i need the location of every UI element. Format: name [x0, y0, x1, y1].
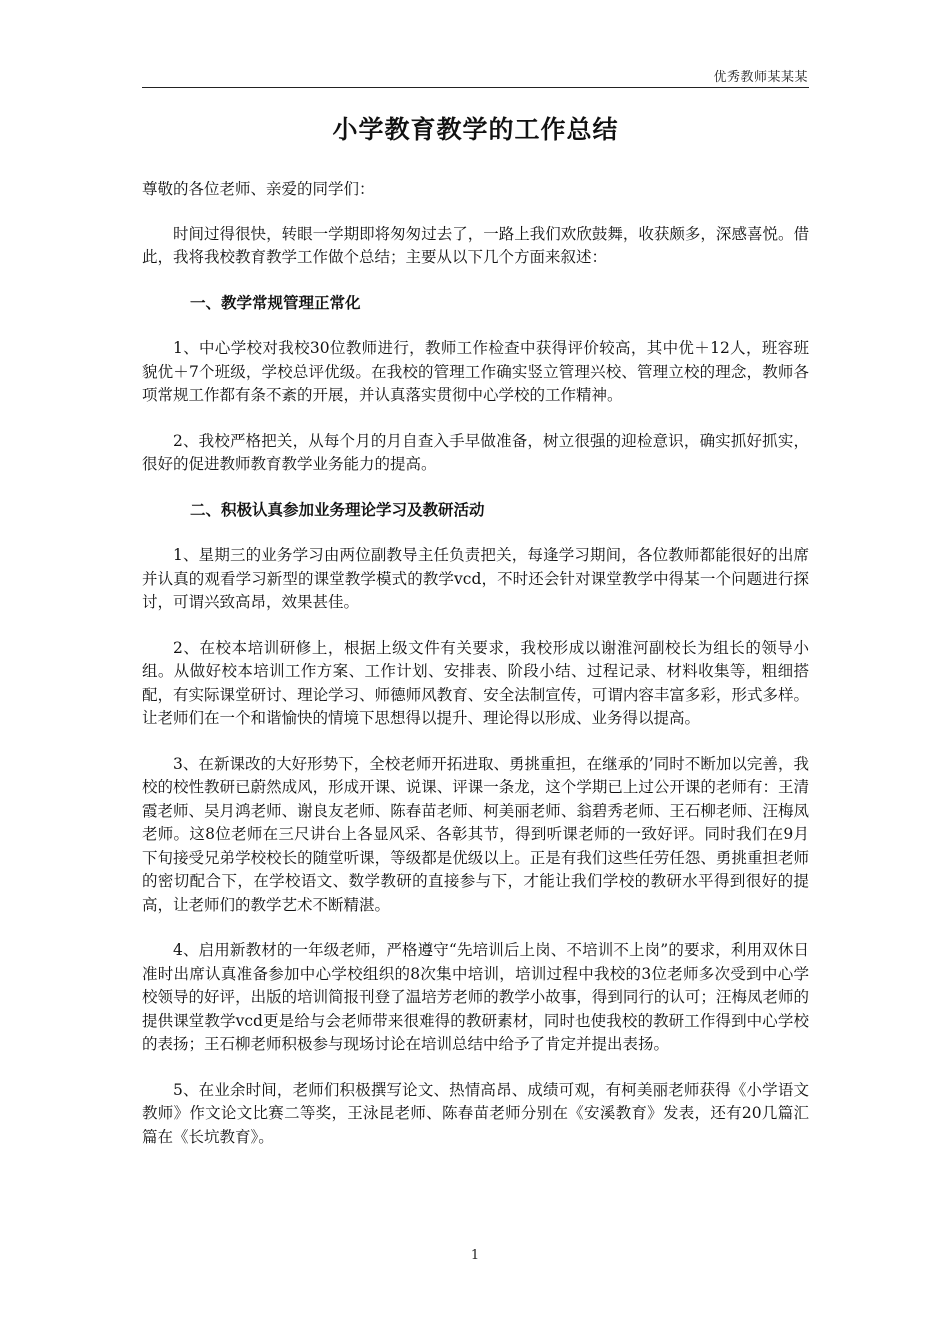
document-title: 小学教育教学的工作总结 [332, 115, 619, 144]
section-2-paragraph-3: 3、在新课改的大好形势下，全校老师开拓进取、勇挑重担，在继承的’同时不断加以完善，我校的校性教研已蔚然成风，形成开课、说课、评课一条龙，这个学期已上过公开课的老师有：王清霞老师、吴月鸿老师、谢良友老师、陈春苗老师、柯美丽老师、翁碧秀老师、王石柳老师、汪梅凤老师。这8位老师在三尺讲台上各显风采、各彰其节，得到听课老师的一致好评。同时我们在9月下旬接受兄弟学校校长的随堂听课，等级都是优级以上。正是有我们这些任劳任怨、勇挑重担老师的密切配合下，在学校语文、数学教研的直接参与下，才能让我们学校的教研水平得到很好的提高，让老师们的教学艺术不断精湛。 [142, 754, 809, 914]
section-1-paragraph-2: 2、我校严格把关，从每个月的月自查入手早做准备，树立很强的迎检意识，确实抓好抓实，很好的促进教师教育教学业务能力的提高。 [142, 431, 809, 473]
section-2-paragraph-4: 4、启用新教材的一年级老师，严格遵守“先培训后上岗、不培训不上岗”的要求，利用双休日准时出席认真准备参加中心学校组织的8次集中培训，培训过程中我校的3位老师多次受到中心学校领导的好评，出版的培训简报刊登了温培芳老师的教学小故事，得到同行的认可；汪梅凤老师的提供课堂教学vcd更是给与会老师带来很难得的教研素材，同时也使我校的教研工作得到中心学校的表扬；王石柳老师积极参与现场讨论在培训总结中给予了肯定并提出表扬。 [142, 941, 809, 1053]
section-2-paragraph-5: 5、在业余时间，老师们积极撰写论文、热情高昂、成绩可观，有柯美丽老师获得《小学语文教师》作文论文比赛二等奖，王泳昆老师、陈春苗老师分别在《安溪教育》发表，还有20几篇汇篇在《长坑教育》。 [142, 1080, 809, 1146]
section-2-paragraph-1: 1、星期三的业务学习由两位副教导主任负责把关，每逢学习期间，各位教师都能很好的出席并认真的观看学习新型的课堂教学模式的教学vcd，不时还会针对课堂教学中得某一个问题进行探讨，可谓兴致高昂，效果甚佳。 [142, 546, 809, 611]
intro-paragraph: 时间过得很快，转眼一学期即将匆匆过去了，一路上我们欢欣鼓舞，收获颇多，深感喜悦。借此，我将我校教育教学工作做个总结；主要从以下几个方面来叙述： [142, 224, 809, 266]
page-header-author: 优秀教师某某某 [713, 70, 808, 85]
section-heading-2: 二、积极认真参加业务理论学习及教研活动 [190, 500, 485, 519]
document-body [142, 112, 809, 1171]
section-heading-1: 一、教学常规管理正常化 [190, 293, 361, 312]
section-2-paragraph-2: 2、在校本培训研修上，根据上级文件有关要求，我校形成以谢淮河副校长为组长的领导小组。从做好校本培训工作方案、工作计划、安排表、阶段小结、过程记录、材料收集等，粗细搭配，有实际课堂研讨、理论学习、师德师风教育、安全法制宣传，可谓内容丰富多彩，形式多样。让老师们在一个和谐愉快的情境下思想得以提升、理论得以形成、业务得以提高。 [142, 638, 809, 727]
header-divider [142, 87, 809, 88]
greeting-line: 尊敬的各位老师、亲爱的同学们： [142, 180, 375, 198]
section-1-paragraph-1: 1、中心学校对我校30位教师进行，教师工作检查中获得评价较高，其中优＋12人，班容班貌优＋7个班级，学校总评优级。在我校的管理工作确实竖立管理兴校、管理立校的理念，教师各项常规工作都有条不紊的开展，并认真落实贯彻中心学校的工作精神。 [142, 339, 809, 404]
page-number: 1 [470, 1248, 480, 1263]
